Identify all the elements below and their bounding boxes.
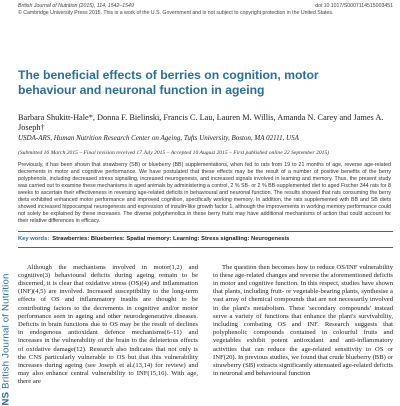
abstract: Previously, it has been shown that strawberry (SB) or blueberry (BB) supplementations, when fed to rats from 19 to 21 months of age, reverse age-related decrements in motor and cognitive performance. We have postulated that these effects may be the result of a number of positive benefits of the berry polyphenols, including decreased stress signalling, increased neurogenesis, and increased signals involved in learning and memory. Thus, the present study was carried out to examine these mechanisms in aged animals by administering a control, 2 % SB- or 2 % BB-supplemented diet to aged Fischer 344 rats for 8 weeks to ascertain their effectiveness in reversing age-related deficits in behavioural and neuronal function. The results showed that rats consuming the berry diets exhibited enhanced motor performance and improved cognition, specifically working memory. In addition, the rats supplemented with BB and SB diets showed increased hippocampal neurogenesis and expression of insulin-like growth factor 1, although the improvements in working memory performance could not solely be explained by these increases. The diverse polyphenolics in these berry fruits may have additional mechanisms of action that could account for their relative differences in efficacy. <box>18 161 391 225</box>
body-columns <box>18 264 393 387</box>
keywords-list: Strawberries: Blueberries: Spatial memory: Learning: Stress signalling: Neurogenesis <box>52 235 290 242</box>
header-meta <box>18 3 393 9</box>
author-list: Barbara Shukitt-Hale*, Donna F. Bielinski, Francis C. Lau, Lauren M. Willis, Amanda N. Carey and James A. Joseph† <box>18 113 384 133</box>
paper-page <box>18 3 393 387</box>
submission-dates: (Submitted 16 March 2015 – Final revision received 17 July 2015 – Accepted 10 August 2015 – First published online 22 September 2015) <box>18 149 330 156</box>
doi[interactable]: doi:10.1017/S0007114515003451 <box>315 3 393 9</box>
citation: British Journal of Nutrition (2015), 114, 1542–1549 <box>18 3 134 9</box>
keywords-label: Key words: <box>18 235 50 242</box>
body-column-right: The question then becomes how to reduce OS/INF vulnerability to these age-related changes and reverse the aforementioned deficits in motor and cognitive function. In this respect, studies have shown that plants, including fruit- or vegetable-bearing plants, synthesise a vast array of chemical compounds that are not necessarily involved in the plant's metabolism. These 'secondary compounds' instead serve a variety of functions that enhance the plant's survivability, including combating OS and INF. Research suggests that polyphenolic compounds contained in colourful fruits and vegetables exhibit potent antioxidant and anti-inflammatory activities that can reduce the age-related sensitivity to OS or INF(20). In previous studies, we found that crude blueberry (BB) or strawberry (SB) extracts significantly attenuated age-related deficits in neuronal and behavioural function <box>213 263 393 378</box>
keywords-bar <box>18 231 393 248</box>
journal-sidebar <box>0 0 12 406</box>
article-title: The beneficial effects of berries on cognition, motor behaviour and neuronal function in ageing <box>18 68 319 98</box>
body-column-left: Although the mechanisms involved in motor(1,2) and cognitive(3) behavioural deficits during ageing remain to be discerned, it is clear that oxidative stress (OS)(4) and inflammation (INF)(4,5) are involved. Increased susceptibility to the long-term effects of OS and inflammatory insults are thought to be contributing factors to the decrements in cognitive and/or motor performance seen in ageing and other neurodegenerative diseases. Deficits in brain functions due to OS may be the result of declines in endogenous antioxidant defence mechanisms(6–11) and increases in the vulnerability of the brain to the deleterious effects of oxidative damage(12). Research also indicates that not only is the CNS particularly vulnerable to OS but that this vulnerability increases during ageing (see Joseph et al.(13,14) for review) and may also enhance central vulnerability to INF(15,16). With age, there are <box>18 263 198 386</box>
ns-badge: NS <box>0 391 12 406</box>
copyright-notice: © Cambridge University Press 2015. This is a work of the U.S. Government and is not subject to copyright protection in the United States. <box>18 9 334 16</box>
sidebar-journal-name: British Journal of Nutrition <box>0 273 12 389</box>
sidebar-journal-label <box>1 170 12 406</box>
affiliation: USDA-ARS, Human Nutrition Research Center on Ageing, Tufts University, Boston, MA 02111, USA <box>18 133 299 142</box>
